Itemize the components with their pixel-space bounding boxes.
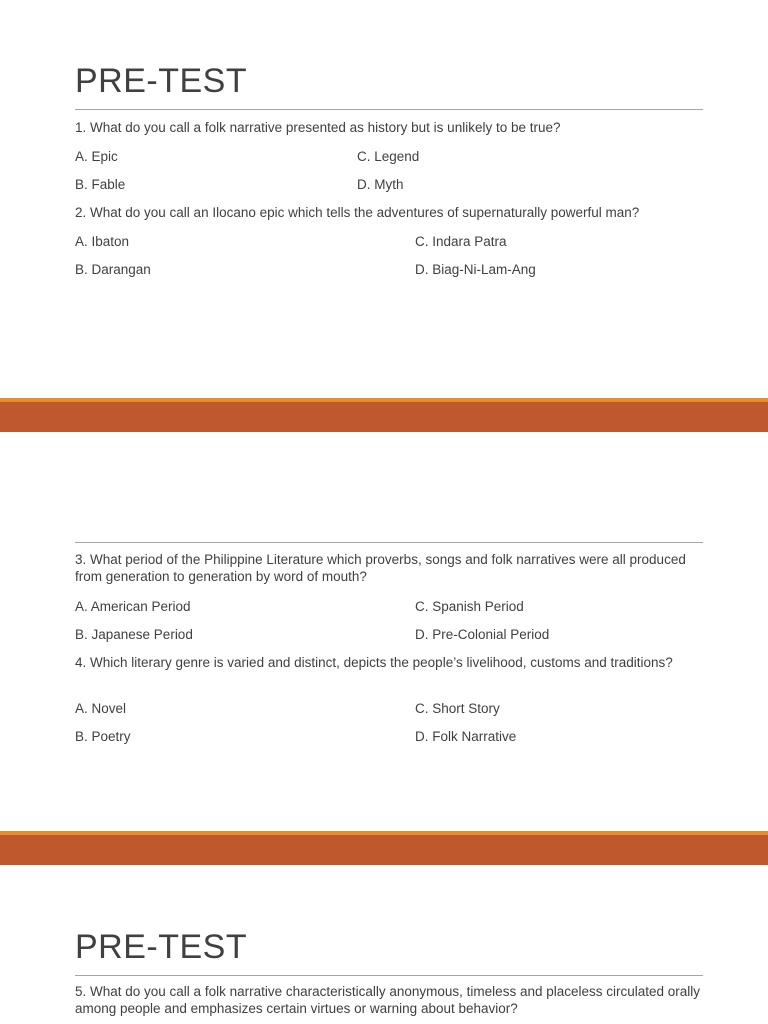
question-2-option-b: B. Darangan — [75, 262, 151, 277]
question-1-option-a: A. Epic — [75, 149, 118, 164]
question-1: 1. What do you call a folk narrative presented as history but is unlikely to be true? — [75, 120, 561, 135]
question-3-option-c: C. Spanish Period — [415, 599, 524, 614]
slide-separator-band — [0, 835, 768, 865]
slide-title: PRE-TEST — [75, 928, 248, 966]
title-divider — [75, 975, 703, 976]
question-4: 4. Which literary genre is varied and distinct, depicts the people’s livelihood, customs and traditions? — [75, 655, 673, 670]
question-3-option-d: D. Pre-Colonial Period — [415, 627, 550, 642]
question-4-option-d: D. Folk Narrative — [415, 729, 517, 744]
slide-title: PRE-TEST — [75, 62, 248, 100]
slide-3 — [0, 865, 768, 1024]
slide-2 — [0, 432, 768, 829]
question-1-option-b: B. Fable — [75, 177, 126, 192]
question-2: 2. What do you call an Ilocano epic which tells the adventures of supernaturally powerful man? — [75, 205, 640, 220]
title-divider — [75, 109, 703, 110]
question-1-option-c: C. Legend — [357, 149, 420, 164]
question-4-option-c: C. Short Story — [415, 701, 500, 716]
question-4-option-b: B. Poetry — [75, 729, 131, 744]
question-3: 3. What period of the Philippine Literature which proverbs, songs and folk narratives were all produced from generation to generation by word of mouth? — [75, 552, 686, 584]
question-2-option-a: A. Ibaton — [75, 234, 130, 249]
question-1-option-d: D. Myth — [357, 177, 404, 192]
question-3-option-a: A. American Period — [75, 599, 191, 614]
question-2-option-c: C. Indara Patra — [415, 234, 507, 249]
question-2-option-d: D. Biag-Ni-Lam-Ang — [415, 262, 536, 277]
slide-1 — [0, 0, 768, 398]
question-3-option-b: B. Japanese Period — [75, 627, 193, 642]
question-4-option-a: A. Novel — [75, 701, 127, 716]
title-divider — [75, 542, 703, 543]
slide-separator-band — [0, 402, 768, 432]
question-5: 5. What do you call a folk narrative characteristically anonymous, timeless and placeless circulated orally among people and emphasizes certain virtues or warning about behavior? — [75, 984, 701, 1016]
